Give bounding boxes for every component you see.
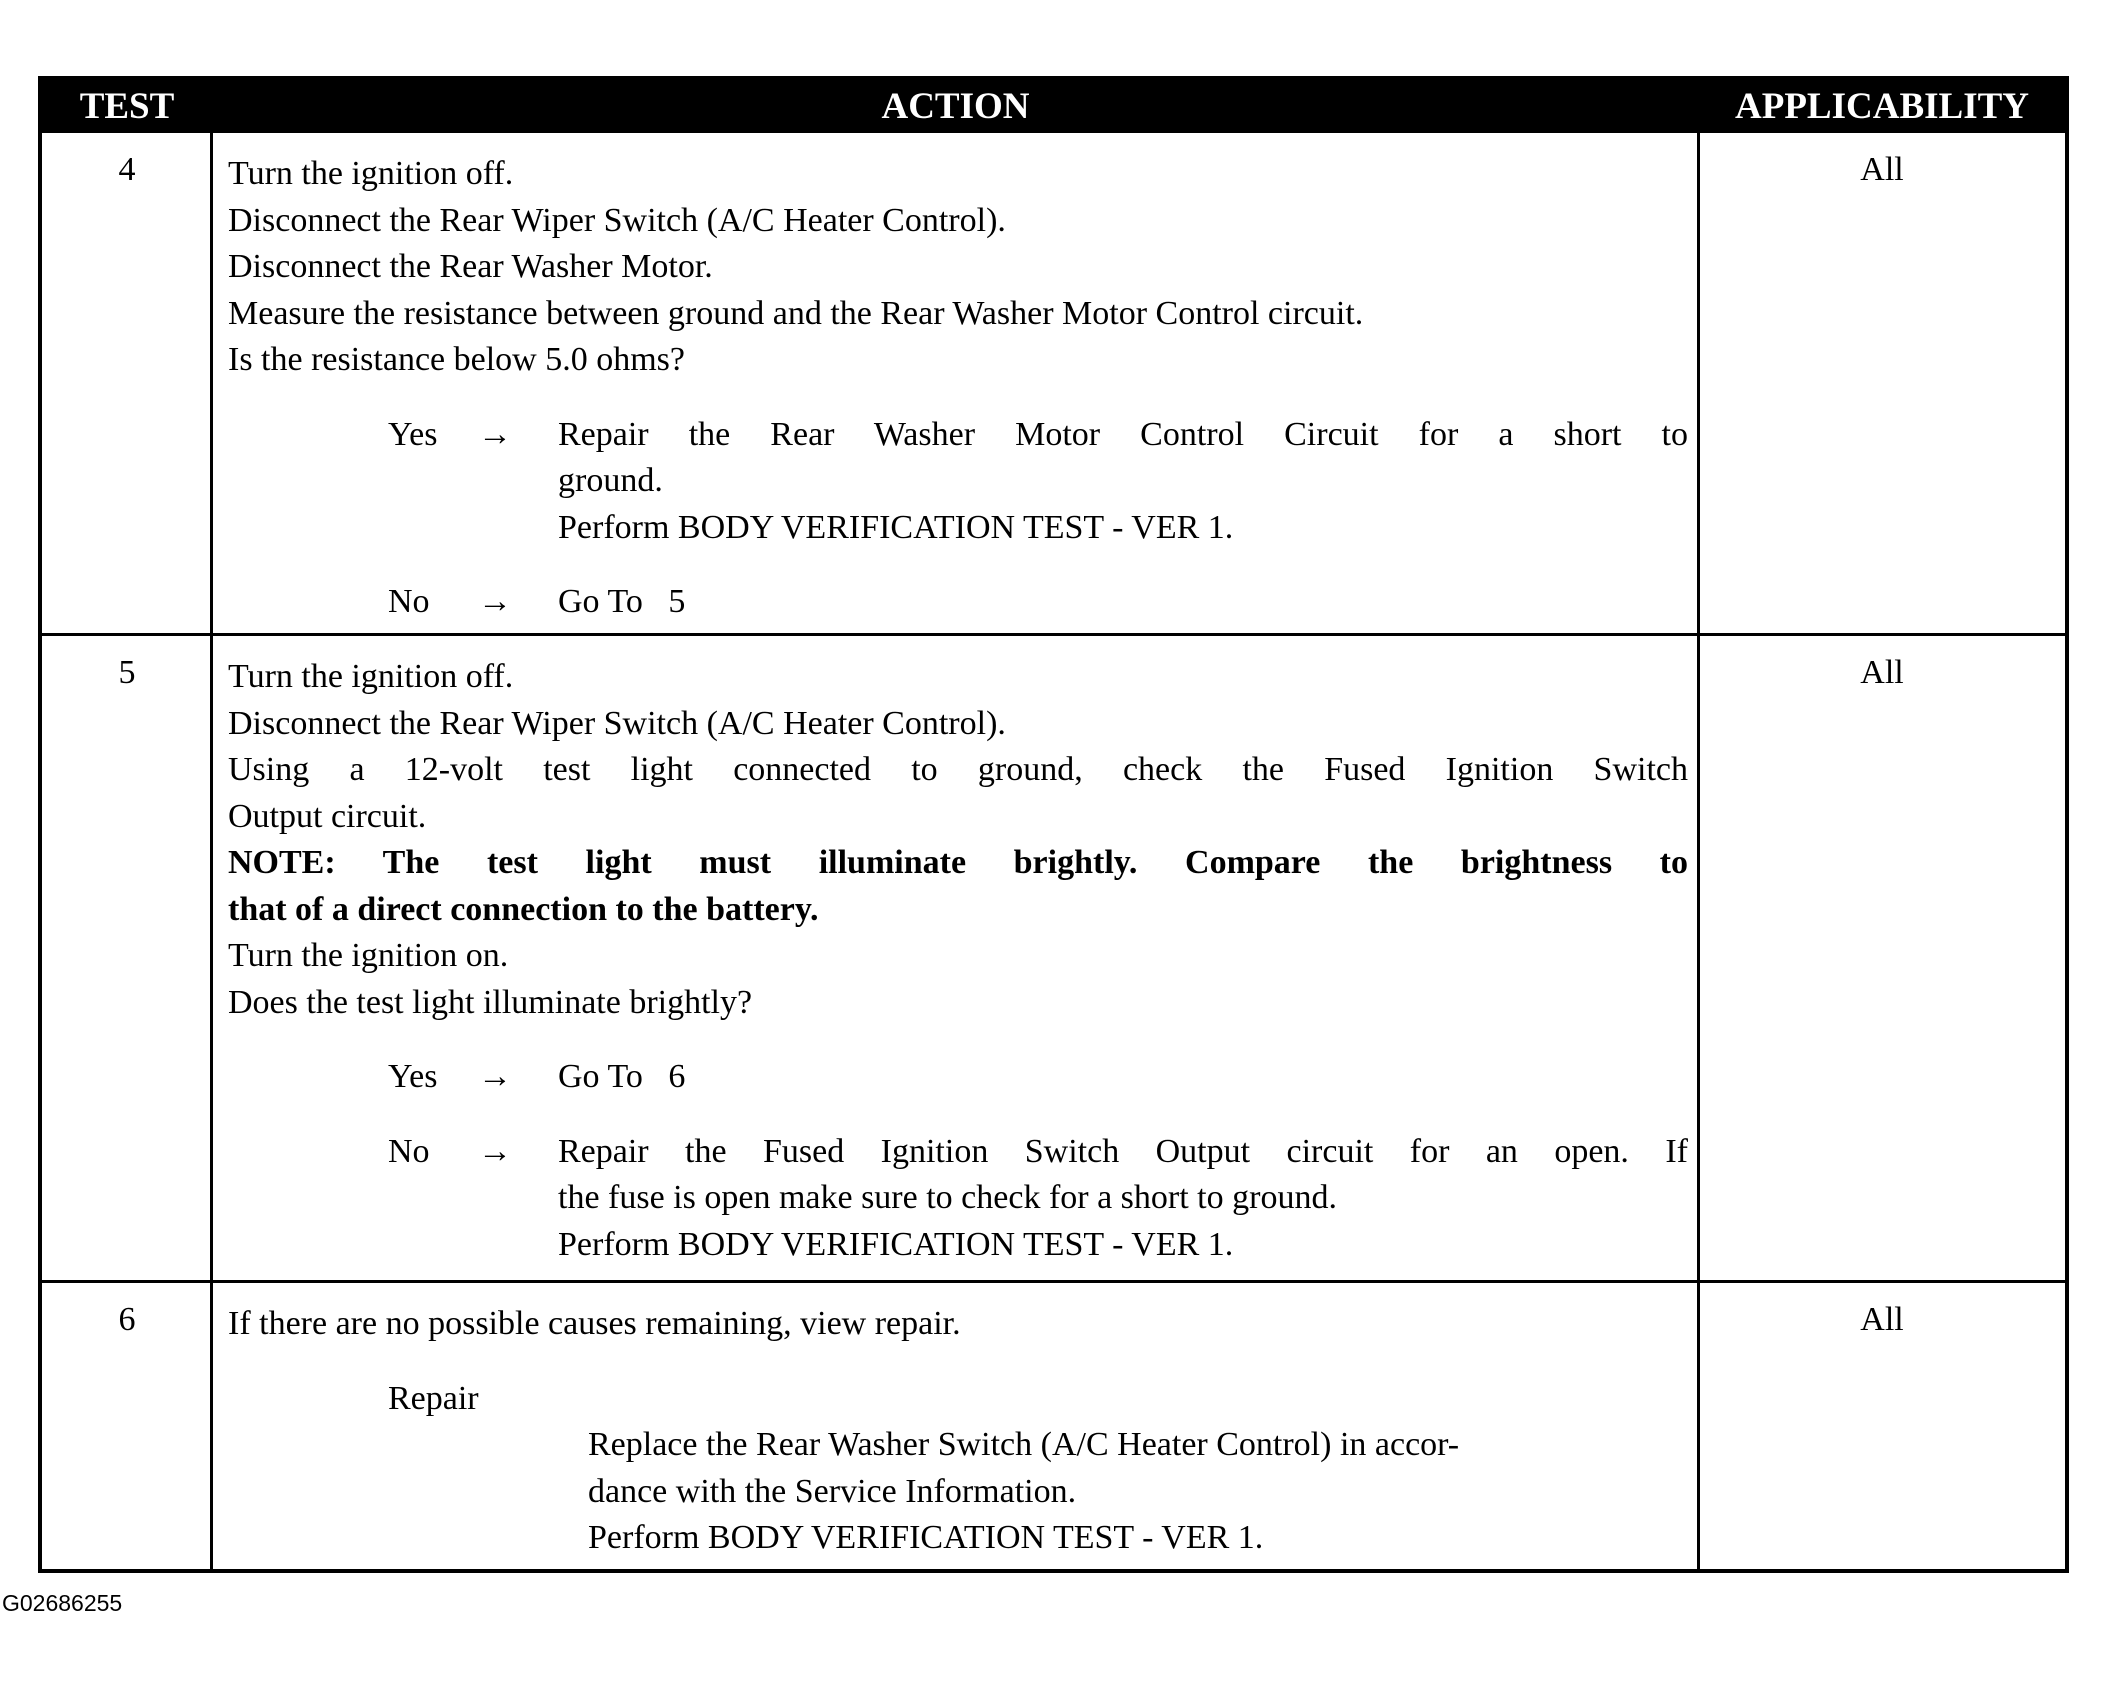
no-result: Go To 5 bbox=[558, 583, 686, 620]
action-cell bbox=[228, 1301, 1688, 1562]
no-result: Repair the Fused Ignition Switch Output circuit for an open. If the fuse is open make sure to check for a short to ground. Perform BODY VERIFICATION TEST - VER 1. bbox=[558, 1132, 1688, 1263]
note-text: that of a direct connection to the battery. bbox=[228, 890, 819, 928]
action-cell bbox=[228, 151, 1688, 626]
yes-result: Repair the Rear Washer Motor Control Circuit for a short to ground. Perform BODY VERIFICATION TEST - VER 1. bbox=[558, 415, 1688, 546]
header-applicability: APPLICABILITY bbox=[1735, 86, 2029, 127]
arrow-icon: → bbox=[478, 1058, 512, 1095]
action-question: Does the test light illuminate brightly? bbox=[228, 983, 753, 1021]
action-step: Disconnect the Rear Washer Motor. bbox=[228, 248, 713, 285]
action-step: Turn the ignition on. bbox=[228, 937, 509, 974]
action-step: Turn the ignition off. bbox=[228, 155, 514, 192]
no-label: No bbox=[388, 583, 430, 620]
yes-label: Yes bbox=[388, 1058, 438, 1095]
header-action: ACTION bbox=[881, 86, 1030, 127]
action-step: Disconnect the Rear Wiper Switch (A/C Heater Control). bbox=[228, 201, 1006, 239]
yes-branch bbox=[388, 412, 1688, 552]
arrow-icon: → bbox=[478, 583, 512, 620]
applicability-value: All bbox=[1860, 1301, 1904, 1338]
no-branch bbox=[388, 579, 1688, 626]
figure-code: G02686255 bbox=[2, 1590, 123, 1616]
action-step: Turn the ignition off. bbox=[228, 658, 514, 695]
yes-result: Go To 6 bbox=[558, 1058, 686, 1095]
table-row bbox=[42, 133, 2065, 633]
yes-label: Yes bbox=[388, 415, 438, 453]
test-number: 6 bbox=[118, 1301, 136, 1338]
no-label: No bbox=[388, 1132, 430, 1170]
header-test: TEST bbox=[79, 86, 175, 127]
test-number: 5 bbox=[118, 654, 136, 691]
arrow-icon: → bbox=[478, 415, 512, 453]
diagnostic-test-table bbox=[38, 76, 2069, 1573]
table-row bbox=[42, 1283, 2065, 1569]
action-step: Measure the resistance between ground and the Rear Washer Motor Control circuit. bbox=[228, 294, 1364, 332]
applicability-value: All bbox=[1860, 654, 1904, 691]
action-question: Is the resistance below 5.0 ohms? bbox=[228, 341, 685, 378]
table-header bbox=[42, 80, 2065, 133]
note-text: NOTE: The test light must illuminate brightly. Compare the brightness to bbox=[228, 844, 1688, 881]
action-cell bbox=[228, 654, 1688, 1268]
repair-label: Repair bbox=[388, 1379, 479, 1417]
yes-branch bbox=[388, 1054, 1688, 1101]
action-step: If there are no possible causes remaining, view repair. bbox=[228, 1305, 961, 1342]
test-number: 4 bbox=[118, 151, 136, 188]
table-row bbox=[42, 636, 2065, 1280]
action-step: Using a 12-volt test light connected to ground, check the Fused Ignition Switch bbox=[228, 751, 1688, 788]
action-step: Disconnect the Rear Wiper Switch (A/C Heater Control). bbox=[228, 704, 1006, 742]
repair-instructions: Replace the Rear Washer Switch (A/C Heater Control) in accor- dance with the Service Information. Perform BODY VERIFICATION TEST - VER 1. bbox=[588, 1426, 1460, 1556]
action-step: Output circuit. bbox=[228, 797, 427, 835]
applicability-value: All bbox=[1860, 151, 1904, 188]
arrow-icon: → bbox=[478, 1132, 512, 1170]
no-branch bbox=[388, 1129, 1688, 1269]
